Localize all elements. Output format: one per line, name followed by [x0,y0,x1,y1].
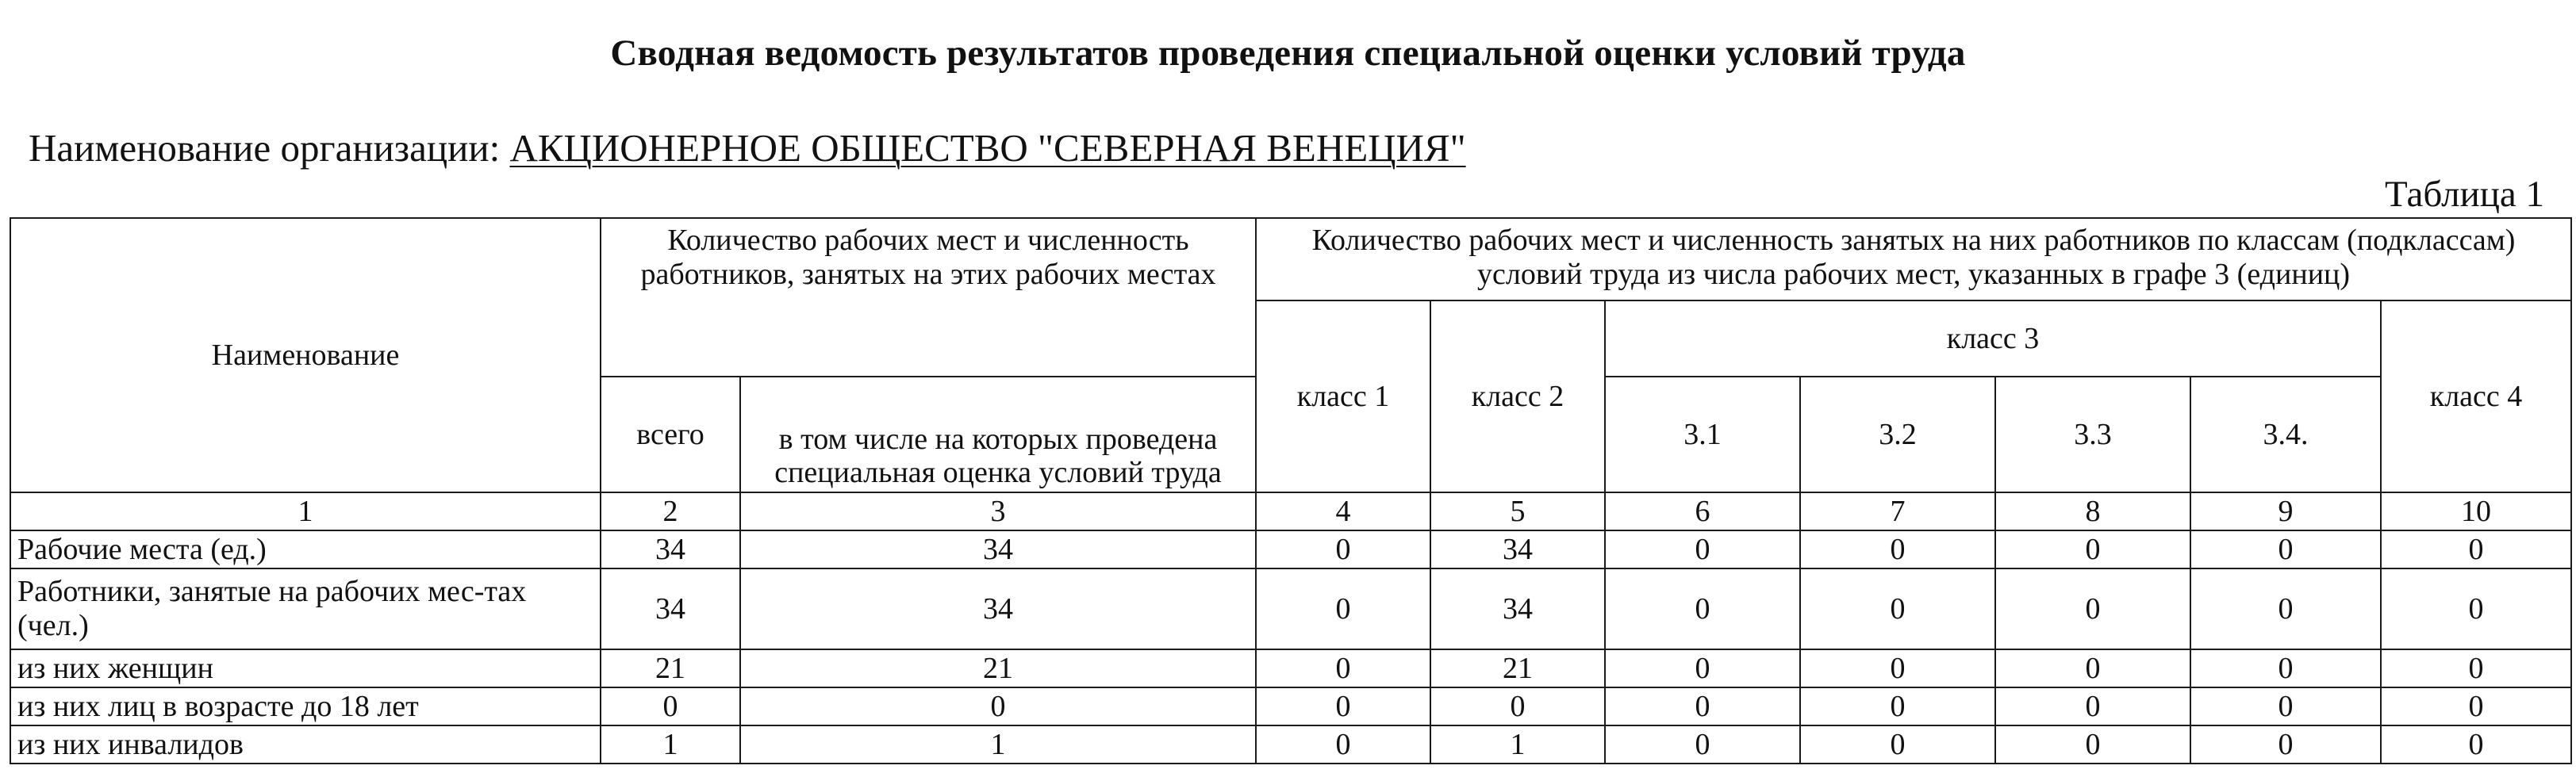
table-cell: 0 [1800,530,1995,568]
header-class3-4: 3.4. [2190,377,2381,492]
organization-name: АКЦИОНЕРНОЕ ОБЩЕСТВО "СЕВЕРНАЯ ВЕНЕЦИЯ" [509,126,1466,170]
header-class4: класс 4 [2381,300,2571,492]
table-number: Таблица 1 [2384,174,2544,215]
table-cell: 0 [1256,649,1430,687]
table-cell: 1 [1430,725,1605,764]
table-cell: 0 [1430,687,1605,725]
table-cell: 21 [740,649,1256,687]
table-cell: 0 [2381,530,2571,568]
table-cell: 21 [1430,649,1605,687]
table-cell: 34 [740,568,1256,649]
header-workplaces-group: Количество рабочих мест и численность работников, занятых на этих рабочих местах [601,218,1256,377]
table-cell: 0 [1995,687,2190,725]
table-cell: 0 [2381,568,2571,649]
column-number: 8 [1995,492,2190,530]
header-assessed: в том числе на которых проведена специальная оценка условий труда [740,377,1256,492]
header-classes-group: Количество рабочих мест и численность занятых на них работников по классам (подклассам) условий труда из числа рабочих мест, указанных в графе 3 (единиц) [1256,218,2571,300]
column-number: 6 [1605,492,1800,530]
table-cell: 0 [2381,725,2571,764]
table-cell: 0 [2190,687,2381,725]
header-class3: класс 3 [1605,300,2381,377]
table-cell: 0 [1800,687,1995,725]
row-label: из них женщин [10,649,601,687]
organization-line [29,125,1484,170]
document-title: Сводная ведомость результатов проведения специальной оценки условий труда [610,33,1966,74]
table-cell: 0 [1995,649,2190,687]
header-class3-1: 3.1 [1605,377,1800,492]
table-cell: 0 [2381,649,2571,687]
table-cell: 0 [1995,725,2190,764]
table-cell: 0 [1800,725,1995,764]
table-row [10,568,2571,649]
table-cell: 0 [2190,725,2381,764]
table-cell: 0 [1256,687,1430,725]
table-row [10,649,2571,687]
table-cell: 34 [601,530,740,568]
table-cell: 0 [1605,568,1800,649]
table-cell: 34 [1430,530,1605,568]
table-cell: 1 [601,725,740,764]
table-cell: 0 [2190,568,2381,649]
header-class2: класс 2 [1430,300,1605,492]
header-class1: класс 1 [1256,300,1430,492]
column-number: 2 [601,492,740,530]
table-cell: 34 [601,568,740,649]
table-cell: 34 [1430,568,1605,649]
table-cell: 34 [740,530,1256,568]
table-cell: 0 [601,687,740,725]
column-number: 4 [1256,492,1430,530]
row-label: Работники, занятые на рабочих мес-тах (чел.) [10,568,601,649]
table-cell: 0 [2190,649,2381,687]
row-label: из них инвалидов [10,725,601,764]
header-name: Наименование [10,218,601,492]
header-total: всего [601,377,740,492]
table-cell: 0 [1605,530,1800,568]
table-cell: 0 [1256,530,1430,568]
column-number: 9 [2190,492,2381,530]
column-number: 5 [1430,492,1605,530]
table-cell: 0 [2381,687,2571,725]
column-number: 3 [740,492,1256,530]
header-class3-2: 3.2 [1800,377,1995,492]
table-cell: 0 [1995,568,2190,649]
table-cell: 0 [1256,568,1430,649]
table-row [10,530,2571,568]
row-label: Рабочие места (ед.) [10,530,601,568]
column-number: 10 [2381,492,2571,530]
table-cell: 1 [740,725,1256,764]
column-number: 7 [1800,492,1995,530]
table-cell: 0 [1995,530,2190,568]
table-row [10,687,2571,725]
table-cell: 0 [740,687,1256,725]
table-cell: 0 [1800,568,1995,649]
table-row [10,725,2571,764]
table-cell: 0 [1605,725,1800,764]
column-numbers-row [10,492,2571,530]
table-cell: 0 [1605,687,1800,725]
table-cell: 0 [1605,649,1800,687]
table-cell: 0 [1800,649,1995,687]
summary-table [10,217,2572,764]
row-label: из них лиц в возрасте до 18 лет [10,687,601,725]
organization-label: Наименование организации: [29,126,501,170]
table-cell: 21 [601,649,740,687]
column-number: 1 [10,492,601,530]
header-class3-3: 3.3 [1995,377,2190,492]
table-cell: 0 [2190,530,2381,568]
table-cell: 0 [1256,725,1430,764]
